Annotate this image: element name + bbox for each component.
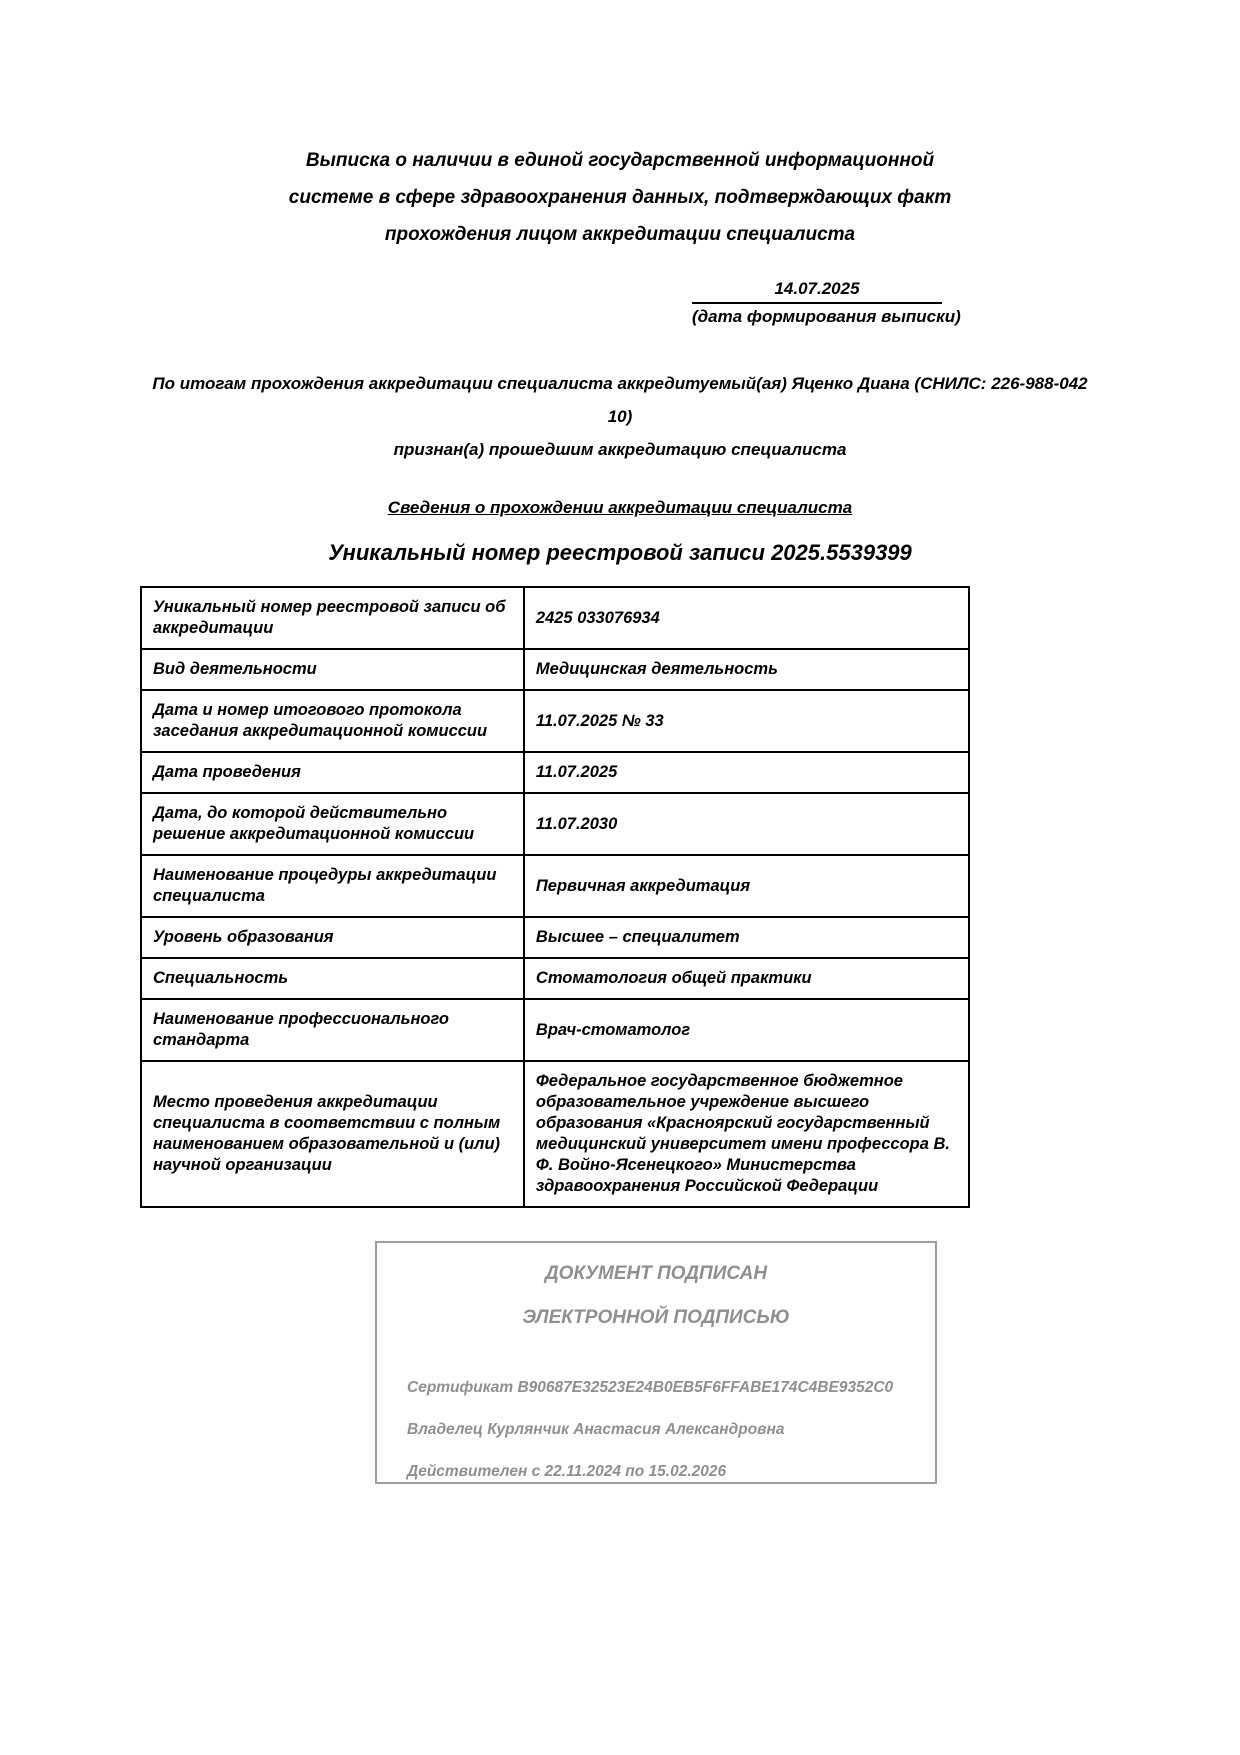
owner-line: Владелец Курлянчик Анастасия Александровна [407, 1421, 785, 1438]
intro-line-2: признан(а) прошедшим аккредитацию специалиста [393, 440, 847, 459]
row-label: Дата, до которой действительно решение аккредитационной комиссии [141, 793, 524, 855]
row-value: 11.07.2030 [524, 793, 969, 855]
table-row [141, 999, 969, 1061]
row-label: Наименование процедуры аккредитации специалиста [141, 855, 524, 917]
signature-heading-line-2: ЭЛЕКТРОННОЙ ПОДПИСЬЮ [522, 1307, 790, 1328]
validity-line: Действителен с 22.11.2024 по 15.02.2026 [407, 1463, 727, 1480]
table-row [141, 917, 969, 958]
signature-stamp [375, 1241, 937, 1484]
row-value: Первичная аккредитация [524, 855, 969, 917]
row-value: 2425 033076934 [524, 587, 969, 649]
row-label: Вид деятельности [141, 649, 524, 690]
signature-heading-line-1: ДОКУМЕНТ ПОДПИСАН [544, 1263, 768, 1284]
extract-date-caption: (дата формирования выписки) [692, 307, 961, 326]
row-value: Медицинская деятельность [524, 649, 969, 690]
accreditation-table [140, 586, 970, 1208]
document-title-line-2: системе в сфере здравоохранения данных, подтверждающих факт [288, 187, 952, 208]
row-label: Уникальный номер реестровой записи об аккредитации [141, 587, 524, 649]
document-title-line-3: прохождения лицом аккредитации специалиста [384, 224, 856, 245]
extract-date: 14.07.2025 [692, 279, 942, 304]
table-row [141, 855, 969, 917]
row-label: Наименование профессионального стандарта [141, 999, 524, 1061]
row-value: Высшее – специалитет [524, 917, 969, 958]
extract-date-block [692, 279, 961, 327]
table-row [141, 958, 969, 999]
table-row [141, 1061, 969, 1207]
intro-paragraph [140, 367, 1100, 466]
section-heading: Сведения о прохождении аккредитации специалиста [387, 498, 853, 517]
row-label: Дата проведения [141, 752, 524, 793]
table-row [141, 690, 969, 752]
row-value: 11.07.2025 № 33 [524, 690, 969, 752]
row-label: Место проведения аккредитации специалиста в соответствии с полным наименованием образовательной и (или) научной организации [141, 1061, 524, 1207]
row-label: Специальность [141, 958, 524, 999]
table-row [141, 752, 969, 793]
table-row [141, 649, 969, 690]
document-title-line-1: Выписка о наличии в единой государственной информационной [305, 150, 935, 171]
registry-number-line: Уникальный номер реестровой записи 2025.5539399 [328, 540, 912, 565]
table-row [141, 587, 969, 649]
row-value: Врач-стоматолог [524, 999, 969, 1061]
row-value: 11.07.2025 [524, 752, 969, 793]
table-row [141, 793, 969, 855]
row-label: Дата и номер итогового протокола заседания аккредитационной комиссии [141, 690, 524, 752]
signature-details [407, 1379, 919, 1480]
intro-line-1: По итогам прохождения аккредитации специалиста аккредитуемый(ая) Яценко Диана (СНИЛС: 226-988-042 10) [152, 374, 1088, 426]
document-title [220, 0, 1020, 253]
certificate-line: Сертификат B90687E32523E24B0EB5F6FFABE174C4BE9352C0 [407, 1379, 894, 1396]
row-label: Уровень образования [141, 917, 524, 958]
row-value: Стоматология общей практики [524, 958, 969, 999]
row-value: Федеральное государственное бюджетное образовательное учреждение высшего образования «Красноярский государственный медицинский университет имени профессора В. Ф. Войно-Ясенецкого» Министерства здравоохранения Российской Федерации [524, 1061, 969, 1207]
